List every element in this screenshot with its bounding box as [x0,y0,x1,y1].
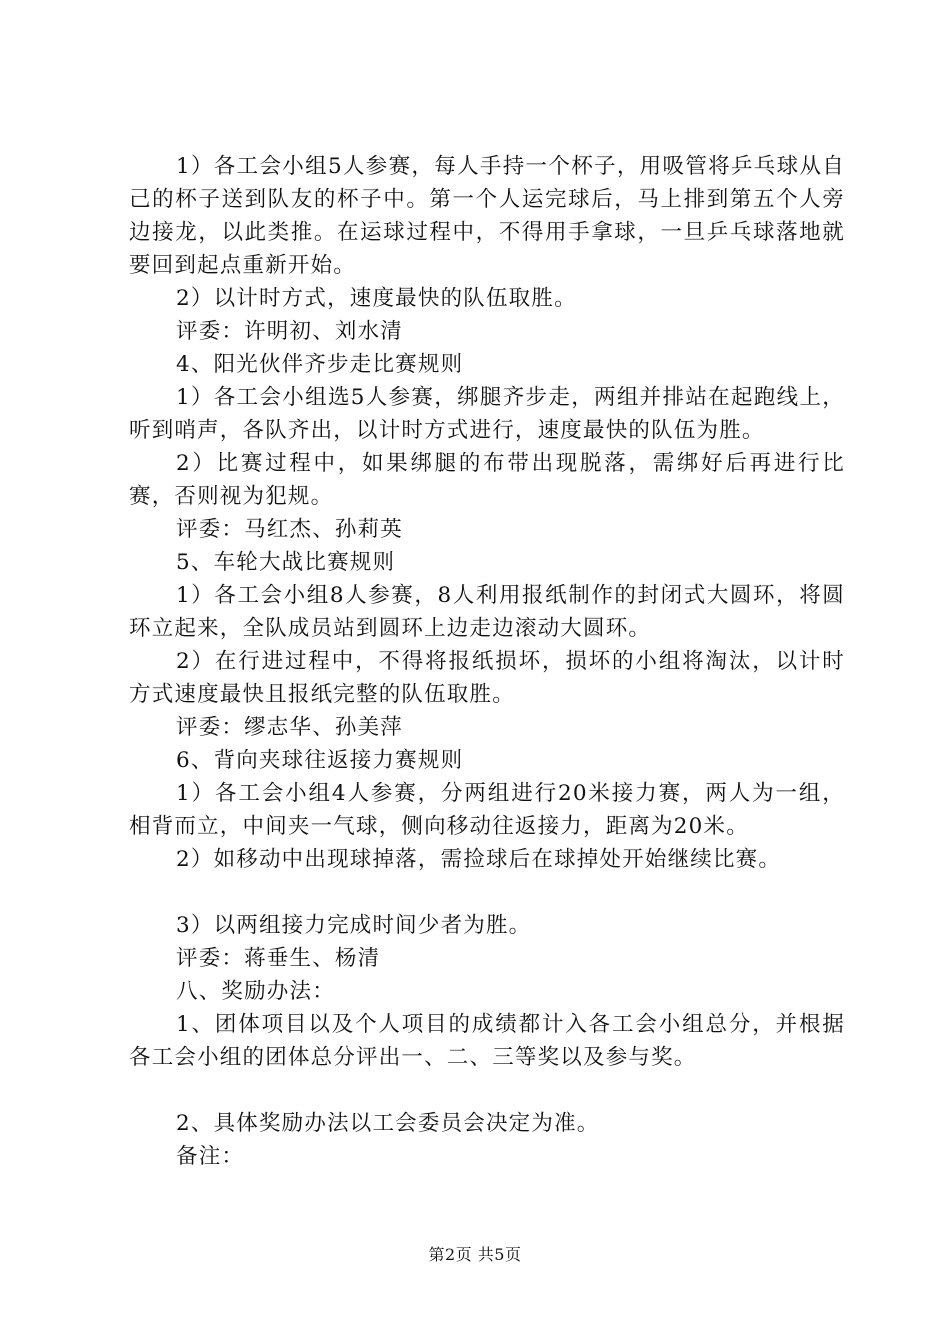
heading-rule-5: 5、车轮大战比赛规则 [176,550,396,575]
paragraph-rule-5-1: 1）各工会小组8人参赛，8人利用报纸制作的封闭式大圆环，将圆环立起来，全队成员站到圆环上边走边滚动大圆环。 [129,583,845,641]
paragraph-rule-6-2: 2）如移动中出现球掉落，需捡球后在球掉处开始继续比赛。 [176,847,782,872]
paragraph-rule-6-3: 3）以两组接力完成时间少者为胜。 [176,913,532,938]
paragraph-judges-3: 评委：许明初、刘水清 [176,319,404,344]
paragraph-award-2: 2、具体奖励办法以工会委员会决定为准。 [176,1111,600,1136]
paragraph-rule-6-1: 1）各工会小组4人参赛，分两组进行20米接力赛，两人为一组，相背而立，中间夹一气球，侧向移动往返接力，距离为20米。 [129,781,845,839]
paragraph-rule-4-2: 2）比赛过程中，如果绑腿的布带出现脱落，需绑好后再进行比赛，否则视为犯规。 [129,451,845,509]
paragraph-judges-6: 评委：蒋垂生、杨清 [176,946,381,971]
paragraph-remarks: 备注： [176,1144,245,1169]
paragraph-award-1: 1、团体项目以及个人项目的成绩都计入各工会小组总分，并根据各工会小组的团体总分评出一、二、三等奖以及参与奖。 [129,1012,845,1070]
heading-section-8: 八、奖励办法： [176,979,335,1004]
paragraph-judges-5: 评委：缪志华、孙美萍 [176,715,404,740]
paragraph-rule-3-1: 1）各工会小组5人参赛，每人手持一个杯子，用吸管将乒乓球从自己的杯子送到队友的杯子中。第一个人运完球后，马上排到第五个人旁边接龙，以此类推。在运球过程中，不得用手拿球，一旦乒乓球落地就要回到起点重新开始。 [129,154,845,278]
heading-rule-6: 6、背向夹球往返接力赛规则 [176,748,464,773]
paragraph-rule-5-2: 2）在行进过程中，不得将报纸损坏，损坏的小组将淘汰，以计时方式速度最快且报纸完整的队伍取胜。 [129,649,845,707]
paragraph-rule-3-2: 2）以计时方式，速度最快的队伍取胜。 [176,286,577,311]
page-footer: 第2页 共5页 [428,1245,522,1264]
paragraph-judges-4: 评委：马红杰、孙莉英 [176,517,404,542]
paragraph-rule-4-1: 1）各工会小组选5人参赛，绑腿齐步走，两组并排站在起跑线上，听到哨声，各队齐出，以计时方式进行，速度最快的队伍为胜。 [129,385,845,443]
heading-rule-4: 4、阳光伙伴齐步走比赛规则 [176,352,464,377]
document-body [129,150,845,1173]
